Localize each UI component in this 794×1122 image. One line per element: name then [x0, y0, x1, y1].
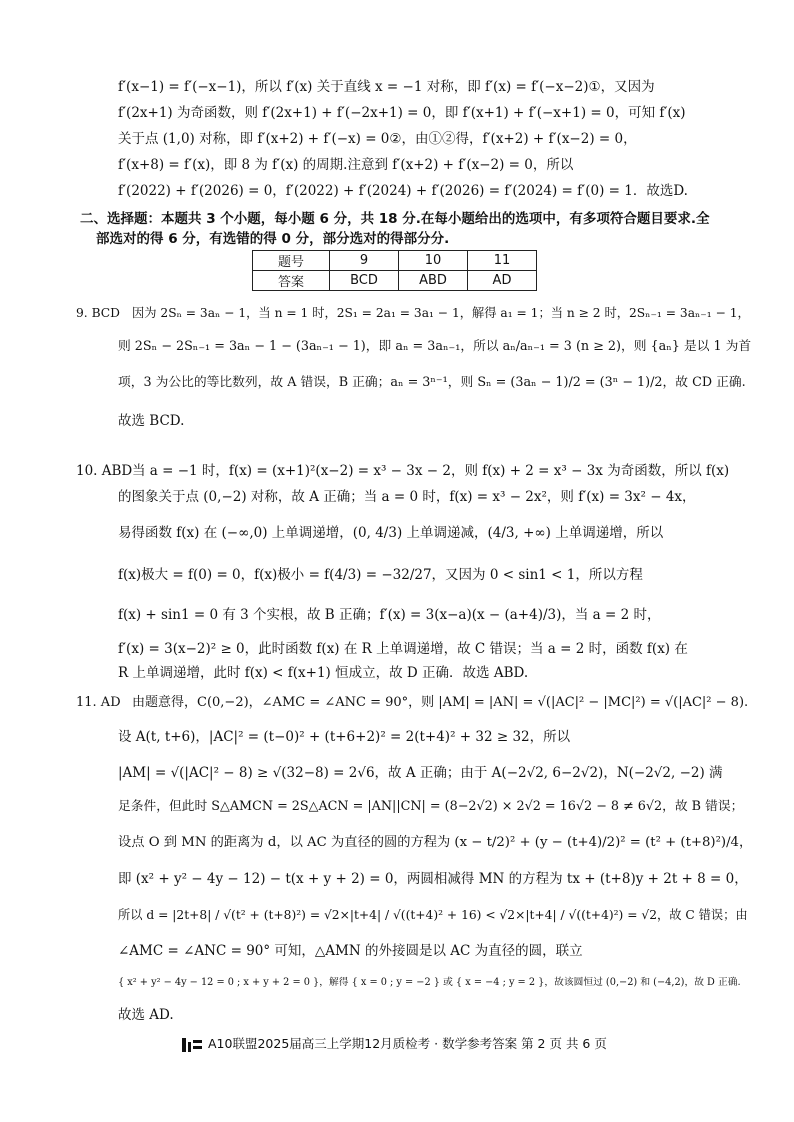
text-line: R 上单调递增，此时 f(x) < f(x+1) 恒成立，故 D 正确．故选 ABD.	[118, 665, 529, 681]
text-line: { x² + y² − 4y − 12 = 0 ; x + y + 2 = 0 }，解得 { x = 0 ; y = −2 } 或 { x = −4 ; y = 2 }，故该圆恒过 (0,−2) 和 (−4,2)，故 D 正确.	[118, 977, 741, 988]
text-line: 则 2Sₙ − 2Sₙ₋₁ = 3aₙ − 1 − (3aₙ₋₁ − 1)，即 aₙ = 3aₙ₋₁，所以 aₙ/aₙ₋₁ = 3 (n ≥ 2)，则 {aₙ} 是以 1 为首	[118, 339, 752, 354]
text-line: 易得函数 f(x) 在 (−∞,0) 上单调递增，(0, 4/3) 上单调递减，(4/3, +∞) 上单调递增，所以	[118, 525, 664, 541]
text-line: f′(2x+1) 为奇函数，则 f′(2x+1) + f′(−2x+1) = 0，即 f′(x+1) + f′(−x+1) = 0，可知 f′(x)	[118, 105, 686, 121]
question-10-line	[76, 462, 729, 480]
question-11-line	[76, 694, 748, 712]
question-label: 9. BCD	[76, 306, 121, 320]
text-line: 设 A(t, t+6)，|AC|² = (t−0)² + (t+6+2)² = 2(t+4)² + 32 ≥ 32，所以	[118, 729, 571, 745]
table-cell: ABD	[399, 271, 468, 291]
text-line: 的图象关于点 (0,−2) 对称，故 A 正确；当 a = 0 时，f(x) = x³ − 2x²，则 f′(x) = 3x² − 4x，	[118, 489, 696, 505]
question-9-line	[76, 304, 750, 322]
text-line: 故选 AD.	[118, 1007, 174, 1023]
section-title: 二、选择题：本题共 3 个小题，每小题 6 分，共 18 分.在每小题给出的选项中，有多项符合题目要求.全	[80, 211, 710, 227]
text-line: 故选 BCD.	[118, 413, 185, 429]
table-row	[253, 271, 537, 291]
text-line: 足条件，但此时 S△AMCN = 2S△ACN = |AN||CN| = (8−2√2) × 2√2 = 16√2 − 8 ≠ 6√2，故 B 错误；	[118, 799, 744, 814]
text-line: f′(2022) + f′(2026) = 0，f′(2022) + f′(2024) + f′(2026) = f′(2024) = f′(0) = 1．故选D.	[118, 183, 688, 199]
text-line: f′(x+8) = f′(x)，即 8 为 f′(x) 的周期.注意到 f′(x+2) + f′(x−2) = 0，所以	[118, 157, 574, 173]
section-title-continued: 部选对的得 6 分，有选错的得 0 分，部分选对的得部分分.	[96, 231, 450, 247]
text-line: f′(x−1) = f′(−x−1)，所以 f′(x) 关于直线 x = −1 对称，即 f′(x) = f′(−x−2)①，又因为	[118, 79, 655, 95]
brand-logo-icon	[180, 1036, 204, 1054]
text-line: 项，3 为公比的等比数列，故 A 错误，B 正确；aₙ = 3ⁿ⁻¹，则 Sₙ = (3aₙ − 1)/2 = (3ⁿ − 1)/2，故 CD 正确.	[118, 375, 746, 390]
text-line: |AM| = √(|AC|² − 8) ≥ √(32−8) = 2√6，故 A 正确；由于 A(−2√2, 6−2√2)，N(−2√2, −2) 满	[118, 765, 723, 781]
text-line: 设点 O 到 MN 的距离为 d，以 AC 为直径的圆的方程为 (x − t/2)² + (y − (t+4)/2)² = (t² + (t+8)²)/4，	[118, 835, 753, 850]
table-cell: BCD	[330, 271, 399, 291]
answer-table	[252, 250, 537, 291]
table-row	[253, 251, 537, 271]
text-line: 即 (x² + y² − 4y − 12) − t(x + y + 2) = 0，两圆相减得 MN 的方程为 tx + (t+8)y + 2t + 8 = 0，	[118, 871, 748, 887]
text-line: f′(x) = 3(x−2)² ≥ 0，此时函数 f(x) 在 R 上单调递增，故 C 错误；当 a = 2 时，函数 f(x) 在	[118, 641, 688, 657]
table-cell: 10	[399, 251, 468, 271]
table-cell: 题号	[253, 251, 330, 271]
question-label: 10. ABD	[76, 463, 133, 479]
table-cell: 9	[330, 251, 399, 271]
footer-text: A10联盟2025届高三上学期12月质检考 · 数学参考答案 第 2 页 共 6 页	[208, 1036, 607, 1051]
text-line: ∠AMC = ∠ANC = 90° 可知，△AMN 的外接圆是以 AC 为直径的圆，联立	[118, 943, 583, 959]
text-line: 因为 2Sₙ = 3aₙ − 1，当 n = 1 时，2S₁ = 2a₁ = 3a₁ − 1，解得 a₁ = 1；当 n ≥ 2 时，2Sₙ₋₁ = 3aₙ₋₁ − 1，	[132, 306, 750, 320]
text-line: f(x)极大 = f(0) = 0，f(x)极小 = f(4/3) = −32/27，又因为 0 < sin1 < 1，所以方程	[118, 567, 643, 583]
text-line: 关于点 (1,0) 对称，即 f′(x+2) + f′(−x) = 0②，由①②得，f′(x+2) + f′(x−2) = 0，	[118, 131, 637, 147]
table-cell: 11	[468, 251, 537, 271]
text-line: 由题意得，C(0,−2)，∠AMC = ∠ANC = 90°，则 |AM| = |AN| = √(|AC|² − |MC|²) = √(|AC|² − 8).	[132, 695, 749, 710]
question-label: 11. AD	[76, 695, 121, 710]
text-line: f(x) + sin1 = 0 有 3 个实根，故 B 正确；f′(x) = 3(x−a)(x − (a+4)/3)，当 a = 2 时，	[118, 607, 661, 623]
text-line: 当 a = −1 时，f(x) = (x+1)²(x−2) = x³ − 3x − 2，则 f(x) + 2 = x³ − 3x 为奇函数，所以 f(x)	[132, 463, 730, 479]
page-footer	[180, 1034, 607, 1054]
table-cell: 答案	[253, 271, 330, 291]
table-cell: AD	[468, 271, 537, 291]
text-line: 所以 d = |2t+8| / √(t² + (t+8)²) = √2×|t+4| / √((t+4)² + 16) < √2×|t+4| / √((t+4)²) = √2，故 C 错误；由	[118, 908, 748, 922]
